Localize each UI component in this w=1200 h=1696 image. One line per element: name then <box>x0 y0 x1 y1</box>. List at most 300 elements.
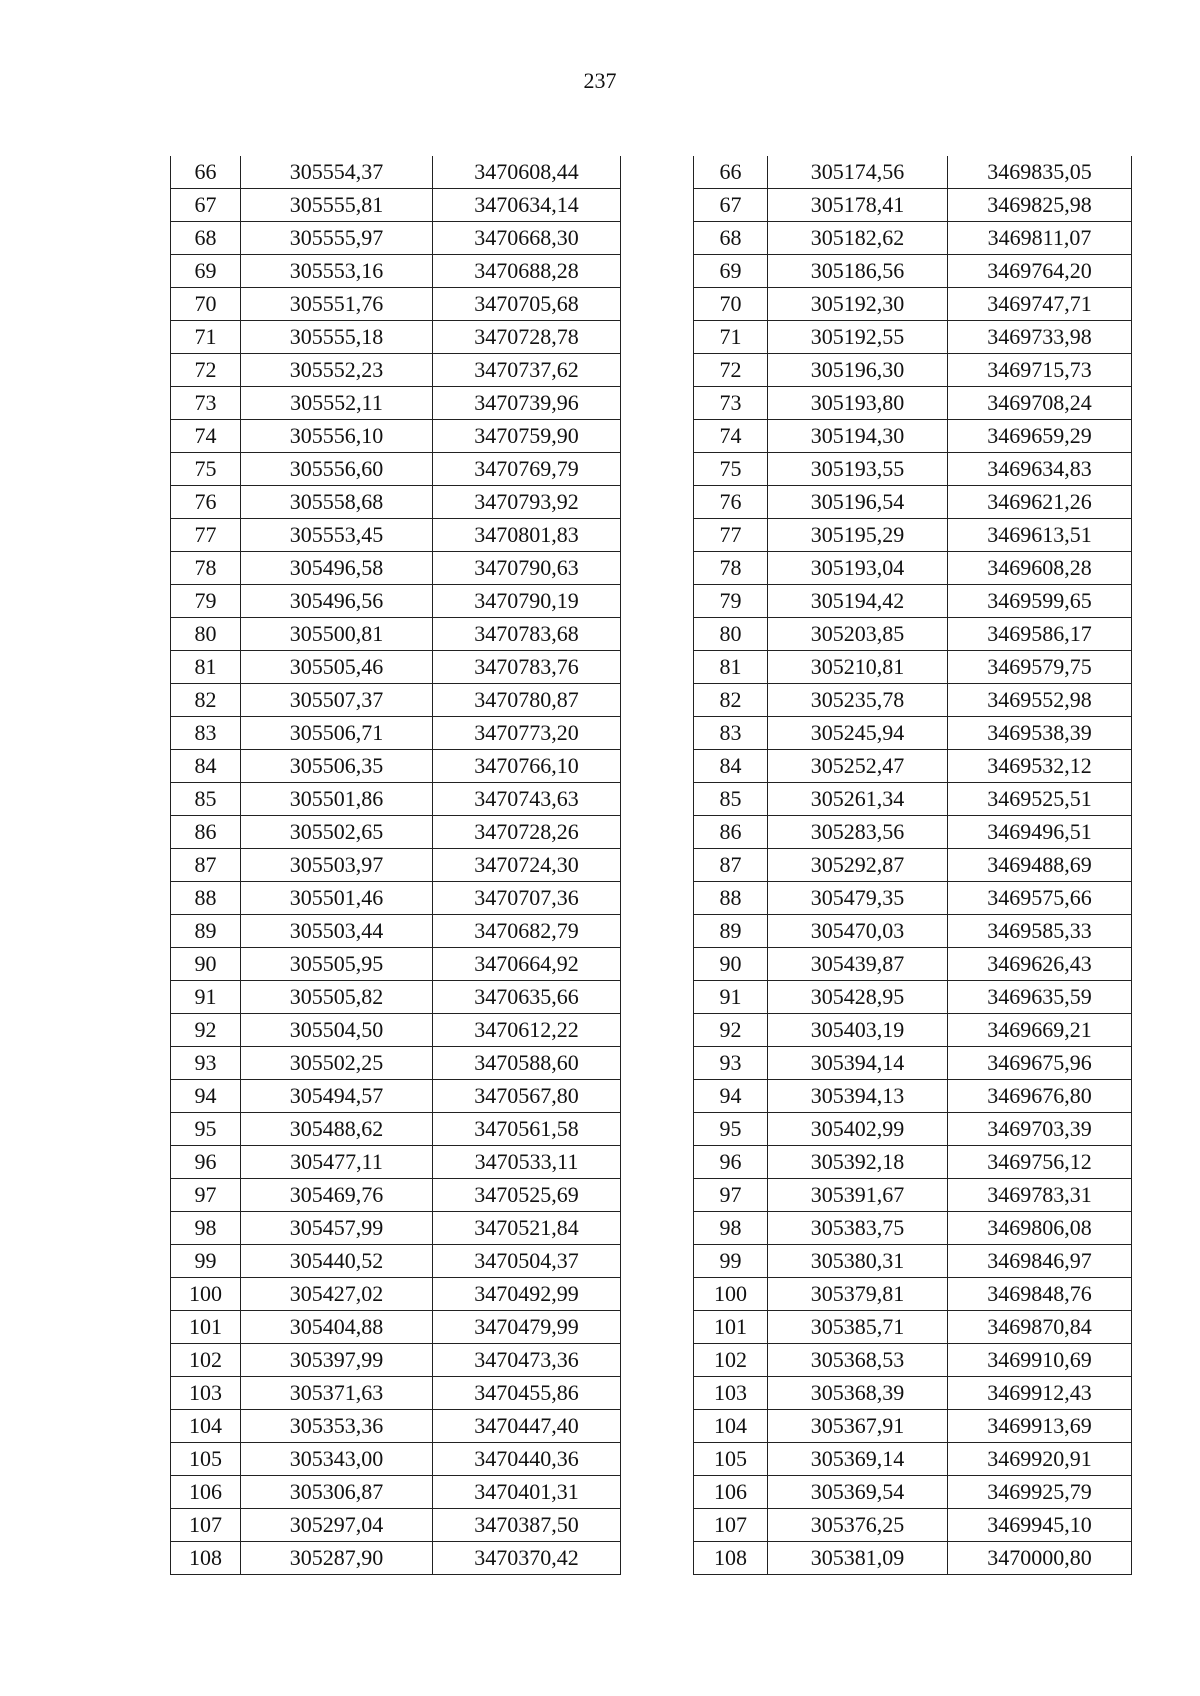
y-coordinate-cell: 3470743,63 <box>433 783 621 816</box>
point-number-cell: 67 <box>171 189 241 222</box>
y-coordinate-cell: 3469920,91 <box>948 1443 1132 1476</box>
table-row <box>694 321 1132 354</box>
y-coordinate-cell: 3470728,26 <box>433 816 621 849</box>
point-number-cell: 78 <box>171 552 241 585</box>
point-number-cell: 68 <box>694 222 768 255</box>
y-coordinate-cell: 3469756,12 <box>948 1146 1132 1179</box>
y-coordinate-cell: 3470783,76 <box>433 651 621 684</box>
x-coordinate-cell: 305556,60 <box>241 453 433 486</box>
table-row <box>694 222 1132 255</box>
point-number-cell: 87 <box>171 849 241 882</box>
point-number-cell: 91 <box>694 981 768 1014</box>
x-coordinate-cell: 305369,14 <box>768 1443 948 1476</box>
y-coordinate-cell: 3469912,43 <box>948 1377 1132 1410</box>
point-number-cell: 84 <box>694 750 768 783</box>
point-number-cell: 101 <box>694 1311 768 1344</box>
point-number-cell: 77 <box>171 519 241 552</box>
table-row <box>171 288 621 321</box>
point-number-cell: 108 <box>694 1542 768 1575</box>
table-row <box>171 1476 621 1509</box>
table-row <box>694 189 1132 222</box>
y-coordinate-cell: 3469846,97 <box>948 1245 1132 1278</box>
point-number-cell: 97 <box>694 1179 768 1212</box>
y-coordinate-cell: 3470783,68 <box>433 618 621 651</box>
table-row <box>694 717 1132 750</box>
x-coordinate-cell: 305343,00 <box>241 1443 433 1476</box>
page-number: 237 <box>583 68 617 93</box>
table-row <box>171 1443 621 1476</box>
table-row <box>694 981 1132 1014</box>
point-number-cell: 92 <box>171 1014 241 1047</box>
x-coordinate-cell: 305502,65 <box>241 816 433 849</box>
table-row <box>171 519 621 552</box>
x-coordinate-cell: 305505,95 <box>241 948 433 981</box>
point-number-cell: 108 <box>171 1542 241 1575</box>
table-row <box>171 453 621 486</box>
table-row <box>694 1410 1132 1443</box>
point-number-cell: 81 <box>171 651 241 684</box>
y-coordinate-cell: 3469733,98 <box>948 321 1132 354</box>
table-row <box>171 486 621 519</box>
point-number-cell: 76 <box>694 486 768 519</box>
point-number-cell: 92 <box>694 1014 768 1047</box>
table-row <box>171 1278 621 1311</box>
y-coordinate-cell: 3470790,19 <box>433 585 621 618</box>
point-number-cell: 94 <box>171 1080 241 1113</box>
y-coordinate-cell: 3470728,78 <box>433 321 621 354</box>
point-number-cell: 106 <box>694 1476 768 1509</box>
table-row <box>171 321 621 354</box>
point-number-cell: 67 <box>694 189 768 222</box>
point-number-cell: 85 <box>694 783 768 816</box>
table-row <box>171 1113 621 1146</box>
point-number-cell: 80 <box>694 618 768 651</box>
table-row <box>171 1377 621 1410</box>
x-coordinate-cell: 305245,94 <box>768 717 948 750</box>
y-coordinate-cell: 3469538,39 <box>948 717 1132 750</box>
point-number-cell: 88 <box>694 882 768 915</box>
table-row <box>171 1311 621 1344</box>
point-number-cell: 66 <box>171 156 241 189</box>
table-row <box>171 1047 621 1080</box>
table-row <box>171 1212 621 1245</box>
y-coordinate-cell: 3470608,44 <box>433 156 621 189</box>
x-coordinate-cell: 305367,91 <box>768 1410 948 1443</box>
y-coordinate-cell: 3469676,80 <box>948 1080 1132 1113</box>
x-coordinate-cell: 305394,13 <box>768 1080 948 1113</box>
point-number-cell: 94 <box>694 1080 768 1113</box>
coordinates-table-left <box>170 156 621 1575</box>
point-number-cell: 87 <box>694 849 768 882</box>
point-number-cell: 104 <box>694 1410 768 1443</box>
point-number-cell: 95 <box>171 1113 241 1146</box>
table-row <box>694 816 1132 849</box>
table-row <box>694 453 1132 486</box>
point-number-cell: 84 <box>171 750 241 783</box>
x-coordinate-cell: 305488,62 <box>241 1113 433 1146</box>
table-row <box>694 1014 1132 1047</box>
y-coordinate-cell: 3469634,83 <box>948 453 1132 486</box>
point-number-cell: 95 <box>694 1113 768 1146</box>
point-number-cell: 88 <box>171 882 241 915</box>
table-row <box>694 1311 1132 1344</box>
point-number-cell: 75 <box>171 453 241 486</box>
x-coordinate-cell: 305353,36 <box>241 1410 433 1443</box>
x-coordinate-cell: 305507,37 <box>241 684 433 717</box>
x-coordinate-cell: 305505,82 <box>241 981 433 1014</box>
x-coordinate-cell: 305502,25 <box>241 1047 433 1080</box>
x-coordinate-cell: 305469,76 <box>241 1179 433 1212</box>
table-row <box>171 585 621 618</box>
x-coordinate-cell: 305503,97 <box>241 849 433 882</box>
table-row <box>171 783 621 816</box>
y-coordinate-cell: 3469910,69 <box>948 1344 1132 1377</box>
point-number-cell: 105 <box>171 1443 241 1476</box>
x-coordinate-cell: 305383,75 <box>768 1212 948 1245</box>
point-number-cell: 70 <box>171 288 241 321</box>
table-row <box>171 816 621 849</box>
x-coordinate-cell: 305558,68 <box>241 486 433 519</box>
point-number-cell: 106 <box>171 1476 241 1509</box>
x-coordinate-cell: 305283,56 <box>768 816 948 849</box>
point-number-cell: 100 <box>694 1278 768 1311</box>
point-number-cell: 77 <box>694 519 768 552</box>
table-row <box>694 1542 1132 1575</box>
point-number-cell: 79 <box>171 585 241 618</box>
point-number-cell: 89 <box>694 915 768 948</box>
y-coordinate-cell: 3470707,36 <box>433 882 621 915</box>
y-coordinate-cell: 3469945,10 <box>948 1509 1132 1542</box>
table-row <box>171 1509 621 1542</box>
y-coordinate-cell: 3469811,07 <box>948 222 1132 255</box>
y-coordinate-cell: 3470473,36 <box>433 1344 621 1377</box>
x-coordinate-cell: 305555,97 <box>241 222 433 255</box>
table-row <box>171 915 621 948</box>
point-number-cell: 66 <box>694 156 768 189</box>
y-coordinate-cell: 3469532,12 <box>948 750 1132 783</box>
y-coordinate-cell: 3470769,79 <box>433 453 621 486</box>
x-coordinate-cell: 305470,03 <box>768 915 948 948</box>
point-number-cell: 86 <box>171 816 241 849</box>
x-coordinate-cell: 305203,85 <box>768 618 948 651</box>
point-number-cell: 102 <box>171 1344 241 1377</box>
table-row <box>694 618 1132 651</box>
y-coordinate-cell: 3470739,96 <box>433 387 621 420</box>
table-row <box>694 1179 1132 1212</box>
x-coordinate-cell: 305174,56 <box>768 156 948 189</box>
y-coordinate-cell: 3469575,66 <box>948 882 1132 915</box>
x-coordinate-cell: 305402,99 <box>768 1113 948 1146</box>
table-row <box>171 981 621 1014</box>
x-coordinate-cell: 305500,81 <box>241 618 433 651</box>
y-coordinate-cell: 3469585,33 <box>948 915 1132 948</box>
y-coordinate-cell: 3470504,37 <box>433 1245 621 1278</box>
y-coordinate-cell: 3470447,40 <box>433 1410 621 1443</box>
coordinates-table-right <box>693 156 1132 1575</box>
x-coordinate-cell: 305428,95 <box>768 981 948 1014</box>
point-number-cell: 99 <box>694 1245 768 1278</box>
y-coordinate-cell: 3470455,86 <box>433 1377 621 1410</box>
x-coordinate-cell: 305503,44 <box>241 915 433 948</box>
x-coordinate-cell: 305457,99 <box>241 1212 433 1245</box>
point-number-cell: 91 <box>171 981 241 1014</box>
point-number-cell: 72 <box>171 354 241 387</box>
x-coordinate-cell: 305192,30 <box>768 288 948 321</box>
table-row <box>694 486 1132 519</box>
y-coordinate-cell: 3469599,65 <box>948 585 1132 618</box>
table-row <box>694 783 1132 816</box>
y-coordinate-cell: 3470688,28 <box>433 255 621 288</box>
x-coordinate-cell: 305555,81 <box>241 189 433 222</box>
y-coordinate-cell: 3470668,30 <box>433 222 621 255</box>
x-coordinate-cell: 305182,62 <box>768 222 948 255</box>
x-coordinate-cell: 305554,37 <box>241 156 433 189</box>
y-coordinate-cell: 3470634,14 <box>433 189 621 222</box>
x-coordinate-cell: 305555,18 <box>241 321 433 354</box>
point-number-cell: 69 <box>171 255 241 288</box>
table-row <box>171 156 621 189</box>
x-coordinate-cell: 305506,71 <box>241 717 433 750</box>
table-row <box>171 651 621 684</box>
x-coordinate-cell: 305391,67 <box>768 1179 948 1212</box>
table-row <box>171 1344 621 1377</box>
point-number-cell: 71 <box>171 321 241 354</box>
y-coordinate-cell: 3470521,84 <box>433 1212 621 1245</box>
point-number-cell: 93 <box>694 1047 768 1080</box>
table-row <box>694 288 1132 321</box>
table-row <box>171 387 621 420</box>
x-coordinate-cell: 305496,56 <box>241 585 433 618</box>
y-coordinate-cell: 3470401,31 <box>433 1476 621 1509</box>
y-coordinate-cell: 3469848,76 <box>948 1278 1132 1311</box>
x-coordinate-cell: 305292,87 <box>768 849 948 882</box>
y-coordinate-cell: 3469715,73 <box>948 354 1132 387</box>
table-row <box>694 1113 1132 1146</box>
x-coordinate-cell: 305505,46 <box>241 651 433 684</box>
table-row <box>694 354 1132 387</box>
point-number-cell: 90 <box>694 948 768 981</box>
table-row <box>694 156 1132 189</box>
x-coordinate-cell: 305501,46 <box>241 882 433 915</box>
point-number-cell: 97 <box>171 1179 241 1212</box>
y-coordinate-cell: 3469708,24 <box>948 387 1132 420</box>
point-number-cell: 101 <box>171 1311 241 1344</box>
table-row <box>171 1014 621 1047</box>
y-coordinate-cell: 3470766,10 <box>433 750 621 783</box>
y-coordinate-cell: 3470561,58 <box>433 1113 621 1146</box>
table-row <box>171 717 621 750</box>
y-coordinate-cell: 3469870,84 <box>948 1311 1132 1344</box>
point-number-cell: 72 <box>694 354 768 387</box>
x-coordinate-cell: 305287,90 <box>241 1542 433 1575</box>
table-row <box>694 519 1132 552</box>
x-coordinate-cell: 305194,30 <box>768 420 948 453</box>
x-coordinate-cell: 305210,81 <box>768 651 948 684</box>
y-coordinate-cell: 3469925,79 <box>948 1476 1132 1509</box>
table-row <box>171 354 621 387</box>
y-coordinate-cell: 3470737,62 <box>433 354 621 387</box>
table-row <box>694 420 1132 453</box>
y-coordinate-cell: 3469488,69 <box>948 849 1132 882</box>
table-row <box>171 1245 621 1278</box>
y-coordinate-cell: 3469806,08 <box>948 1212 1132 1245</box>
x-coordinate-cell: 305261,34 <box>768 783 948 816</box>
table-row <box>694 1476 1132 1509</box>
point-number-cell: 104 <box>171 1410 241 1443</box>
point-number-cell: 96 <box>171 1146 241 1179</box>
x-coordinate-cell: 305186,56 <box>768 255 948 288</box>
x-coordinate-cell: 305394,14 <box>768 1047 948 1080</box>
table-row <box>171 684 621 717</box>
x-coordinate-cell: 305369,54 <box>768 1476 948 1509</box>
x-coordinate-cell: 305368,39 <box>768 1377 948 1410</box>
point-number-cell: 86 <box>694 816 768 849</box>
x-coordinate-cell: 305195,29 <box>768 519 948 552</box>
y-coordinate-cell: 3469635,59 <box>948 981 1132 1014</box>
point-number-cell: 68 <box>171 222 241 255</box>
x-coordinate-cell: 305404,88 <box>241 1311 433 1344</box>
table-row <box>694 1146 1132 1179</box>
x-coordinate-cell: 305506,35 <box>241 750 433 783</box>
y-coordinate-cell: 3469764,20 <box>948 255 1132 288</box>
y-coordinate-cell: 3469783,31 <box>948 1179 1132 1212</box>
y-coordinate-cell: 3470801,83 <box>433 519 621 552</box>
table-row <box>171 1542 621 1575</box>
table-row <box>171 255 621 288</box>
table-row <box>694 255 1132 288</box>
point-number-cell: 99 <box>171 1245 241 1278</box>
y-coordinate-cell: 3469669,21 <box>948 1014 1132 1047</box>
x-coordinate-cell: 305306,87 <box>241 1476 433 1509</box>
table-row <box>694 1509 1132 1542</box>
x-coordinate-cell: 305501,86 <box>241 783 433 816</box>
table-row <box>694 1443 1132 1476</box>
x-coordinate-cell: 305297,04 <box>241 1509 433 1542</box>
x-coordinate-cell: 305553,16 <box>241 255 433 288</box>
point-number-cell: 105 <box>694 1443 768 1476</box>
point-number-cell: 73 <box>171 387 241 420</box>
y-coordinate-cell: 3469552,98 <box>948 684 1132 717</box>
x-coordinate-cell: 305193,04 <box>768 552 948 585</box>
x-coordinate-cell: 305556,10 <box>241 420 433 453</box>
table-row <box>171 189 621 222</box>
point-number-cell: 83 <box>171 717 241 750</box>
table-row <box>171 1080 621 1113</box>
x-coordinate-cell: 305252,47 <box>768 750 948 783</box>
point-number-cell: 93 <box>171 1047 241 1080</box>
point-number-cell: 79 <box>694 585 768 618</box>
y-coordinate-cell: 3469613,51 <box>948 519 1132 552</box>
point-number-cell: 70 <box>694 288 768 321</box>
point-number-cell: 74 <box>694 420 768 453</box>
y-coordinate-cell: 3470370,42 <box>433 1542 621 1575</box>
point-number-cell: 98 <box>694 1212 768 1245</box>
point-number-cell: 96 <box>694 1146 768 1179</box>
point-number-cell: 107 <box>694 1509 768 1542</box>
x-coordinate-cell: 305403,19 <box>768 1014 948 1047</box>
table-row <box>694 1278 1132 1311</box>
point-number-cell: 75 <box>694 453 768 486</box>
x-coordinate-cell: 305397,99 <box>241 1344 433 1377</box>
table-row <box>171 1146 621 1179</box>
y-coordinate-cell: 3470664,92 <box>433 948 621 981</box>
x-coordinate-cell: 305193,55 <box>768 453 948 486</box>
point-number-cell: 78 <box>694 552 768 585</box>
point-number-cell: 71 <box>694 321 768 354</box>
x-coordinate-cell: 305196,54 <box>768 486 948 519</box>
y-coordinate-cell: 3469525,51 <box>948 783 1132 816</box>
point-number-cell: 100 <box>171 1278 241 1311</box>
y-coordinate-cell: 3469659,29 <box>948 420 1132 453</box>
y-coordinate-cell: 3470525,69 <box>433 1179 621 1212</box>
x-coordinate-cell: 305427,02 <box>241 1278 433 1311</box>
table-row <box>171 882 621 915</box>
table-row <box>171 1410 621 1443</box>
point-number-cell: 73 <box>694 387 768 420</box>
y-coordinate-cell: 3470479,99 <box>433 1311 621 1344</box>
x-coordinate-cell: 305392,18 <box>768 1146 948 1179</box>
point-number-cell: 83 <box>694 717 768 750</box>
point-number-cell: 76 <box>171 486 241 519</box>
y-coordinate-cell: 3469626,43 <box>948 948 1132 981</box>
table-row <box>694 651 1132 684</box>
y-coordinate-cell: 3469747,71 <box>948 288 1132 321</box>
y-coordinate-cell: 3470492,99 <box>433 1278 621 1311</box>
point-number-cell: 74 <box>171 420 241 453</box>
y-coordinate-cell: 3470588,60 <box>433 1047 621 1080</box>
y-coordinate-cell: 3470635,66 <box>433 981 621 1014</box>
y-coordinate-cell: 3469586,17 <box>948 618 1132 651</box>
table-row <box>171 849 621 882</box>
x-coordinate-cell: 305379,81 <box>768 1278 948 1311</box>
y-coordinate-cell: 3470533,11 <box>433 1146 621 1179</box>
y-coordinate-cell: 3469608,28 <box>948 552 1132 585</box>
y-coordinate-cell: 3470793,92 <box>433 486 621 519</box>
x-coordinate-cell: 305551,76 <box>241 288 433 321</box>
point-number-cell: 102 <box>694 1344 768 1377</box>
table-row <box>694 387 1132 420</box>
table-row <box>694 915 1132 948</box>
table-row <box>694 882 1132 915</box>
table-row <box>694 948 1132 981</box>
x-coordinate-cell: 305235,78 <box>768 684 948 717</box>
y-coordinate-cell: 3469703,39 <box>948 1113 1132 1146</box>
x-coordinate-cell: 305553,45 <box>241 519 433 552</box>
y-coordinate-cell: 3470790,63 <box>433 552 621 585</box>
x-coordinate-cell: 305192,55 <box>768 321 948 354</box>
point-number-cell: 85 <box>171 783 241 816</box>
x-coordinate-cell: 305504,50 <box>241 1014 433 1047</box>
y-coordinate-cell: 3470000,80 <box>948 1542 1132 1575</box>
table-row <box>694 585 1132 618</box>
x-coordinate-cell: 305371,63 <box>241 1377 433 1410</box>
x-coordinate-cell: 305381,09 <box>768 1542 948 1575</box>
x-coordinate-cell: 305178,41 <box>768 189 948 222</box>
point-number-cell: 82 <box>694 684 768 717</box>
table-row <box>694 684 1132 717</box>
y-coordinate-cell: 3469835,05 <box>948 156 1132 189</box>
x-coordinate-cell: 305552,11 <box>241 387 433 420</box>
y-coordinate-cell: 3469825,98 <box>948 189 1132 222</box>
y-coordinate-cell: 3469496,51 <box>948 816 1132 849</box>
y-coordinate-cell: 3469579,75 <box>948 651 1132 684</box>
table-row <box>694 1377 1132 1410</box>
y-coordinate-cell: 3470780,87 <box>433 684 621 717</box>
point-number-cell: 90 <box>171 948 241 981</box>
table-row <box>171 222 621 255</box>
y-coordinate-cell: 3470705,68 <box>433 288 621 321</box>
x-coordinate-cell: 305477,11 <box>241 1146 433 1179</box>
